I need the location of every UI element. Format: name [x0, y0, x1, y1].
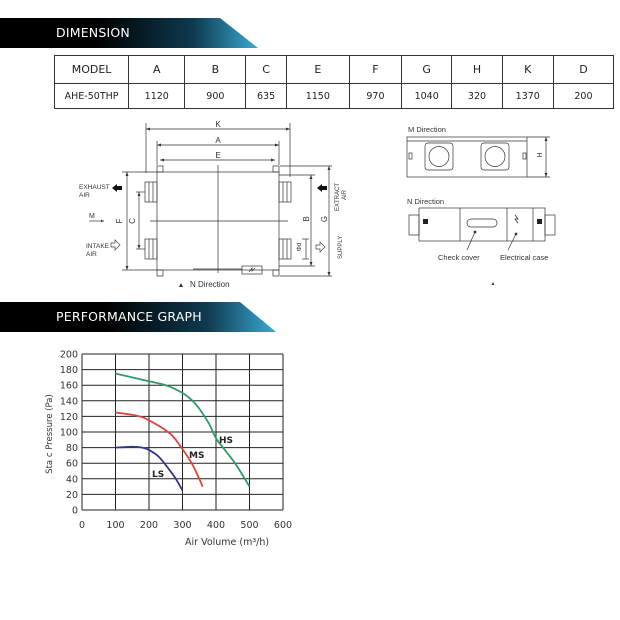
header-cell-g: G	[402, 56, 452, 84]
cell-k: 1370	[502, 84, 553, 109]
header-cell-b: B	[185, 56, 246, 84]
cell-c: 635	[246, 84, 286, 109]
label-k: K	[215, 120, 221, 129]
label-b: B	[302, 216, 311, 222]
label-check-cover: Check cover	[438, 253, 480, 262]
header-cell-d: D	[553, 56, 613, 84]
y-tick-label: 160	[59, 380, 78, 392]
x-axis-ticks	[79, 520, 292, 531]
chart-grid	[82, 354, 283, 510]
table-header-row	[55, 56, 614, 84]
label-exhaust-air-1: EXHAUST	[79, 184, 110, 191]
label-supply: SUPPLY	[338, 235, 344, 259]
x-tick-label: 300	[173, 520, 192, 531]
intake-arrow-icon	[111, 240, 120, 250]
y-tick-label: 60	[65, 458, 78, 470]
cell-b: 900	[185, 84, 246, 109]
x-tick-label: 0	[78, 520, 86, 531]
y-axis-label: Sta c Pressure (Pa)	[45, 394, 55, 474]
y-tick-label: 200	[59, 349, 78, 361]
performance-section-banner	[0, 302, 258, 332]
label-exhaust-air-2: AIR	[79, 192, 90, 199]
cell-e: 1150	[286, 84, 349, 109]
header-cell-k: K	[502, 56, 553, 84]
y-tick-label: 180	[59, 365, 78, 377]
performance-title: PERFORMANCE GRAPH	[56, 309, 202, 324]
header-cell-e: E	[286, 56, 349, 84]
series-label-ls: LS	[152, 470, 165, 480]
label-phi-d: Φd	[296, 242, 303, 252]
header-cell-h: H	[452, 56, 502, 84]
direction-marker-icon	[492, 282, 495, 285]
chart-canvas	[0, 340, 300, 550]
x-tick-label: 400	[206, 520, 226, 531]
label-extract-air-1: EXTRACT	[335, 182, 341, 211]
cell-h: 320	[452, 84, 502, 109]
dimension-title: DIMENSION	[56, 25, 130, 40]
label-a: A	[215, 136, 221, 145]
table-row	[55, 84, 614, 109]
extract-arrow-icon	[317, 184, 327, 192]
header-cell-model: MODEL	[55, 56, 129, 84]
series-label-ms: MS	[189, 451, 205, 461]
y-tick-label: 0	[71, 505, 78, 517]
label-n-direction-side: N Direction	[407, 197, 445, 206]
y-tick-label: 120	[59, 411, 78, 423]
x-axis-label: Air Volume (m³/h)	[185, 537, 270, 548]
y-tick-label: 140	[59, 396, 78, 408]
label-electrical-case: Electrical case	[500, 253, 549, 262]
front-view-drawing	[70, 115, 360, 300]
label-extract-air-2: AIR	[342, 189, 348, 200]
label-h: H	[537, 152, 544, 158]
performance-chart	[0, 340, 300, 555]
cell-d: 200	[553, 84, 613, 109]
side-views-drawing	[390, 115, 570, 300]
label-intake-air-2: AIR	[86, 251, 97, 258]
cell-a: 1120	[129, 84, 185, 109]
label-g: G	[320, 215, 329, 223]
y-axis-ticks	[60, 350, 78, 517]
x-tick-label: 200	[139, 520, 159, 531]
cell-f: 970	[349, 84, 401, 109]
supply-arrow-icon	[316, 242, 325, 252]
label-m-direction: M Direction	[408, 125, 446, 134]
x-tick-label: 500	[240, 520, 259, 531]
cell-g: 1040	[402, 84, 452, 109]
header-cell-c: C	[246, 56, 286, 84]
x-tick-label: 600	[273, 520, 293, 531]
n-direction-marker-icon	[179, 283, 183, 287]
label-n-direction: N Direction	[190, 280, 230, 289]
header-cell-f: F	[349, 56, 401, 84]
header-cell-a: A	[129, 56, 185, 84]
cell-model: AHE-50THP	[55, 84, 129, 109]
y-tick-label: 20	[65, 489, 78, 501]
y-tick-label: 100	[59, 427, 78, 439]
label-intake-air-1: INTAKE	[86, 243, 109, 250]
label-f: F	[115, 218, 124, 224]
label-m: M	[89, 213, 95, 220]
label-e: E	[215, 151, 221, 160]
y-tick-label: 80	[65, 443, 78, 455]
dimension-section-banner	[0, 18, 258, 48]
label-c: C	[128, 218, 137, 224]
exhaust-arrow-icon	[112, 184, 122, 192]
dimension-table	[54, 55, 614, 109]
series-label-hs: HS	[219, 436, 234, 446]
y-tick-label: 40	[65, 474, 78, 486]
x-tick-label: 100	[106, 520, 125, 531]
